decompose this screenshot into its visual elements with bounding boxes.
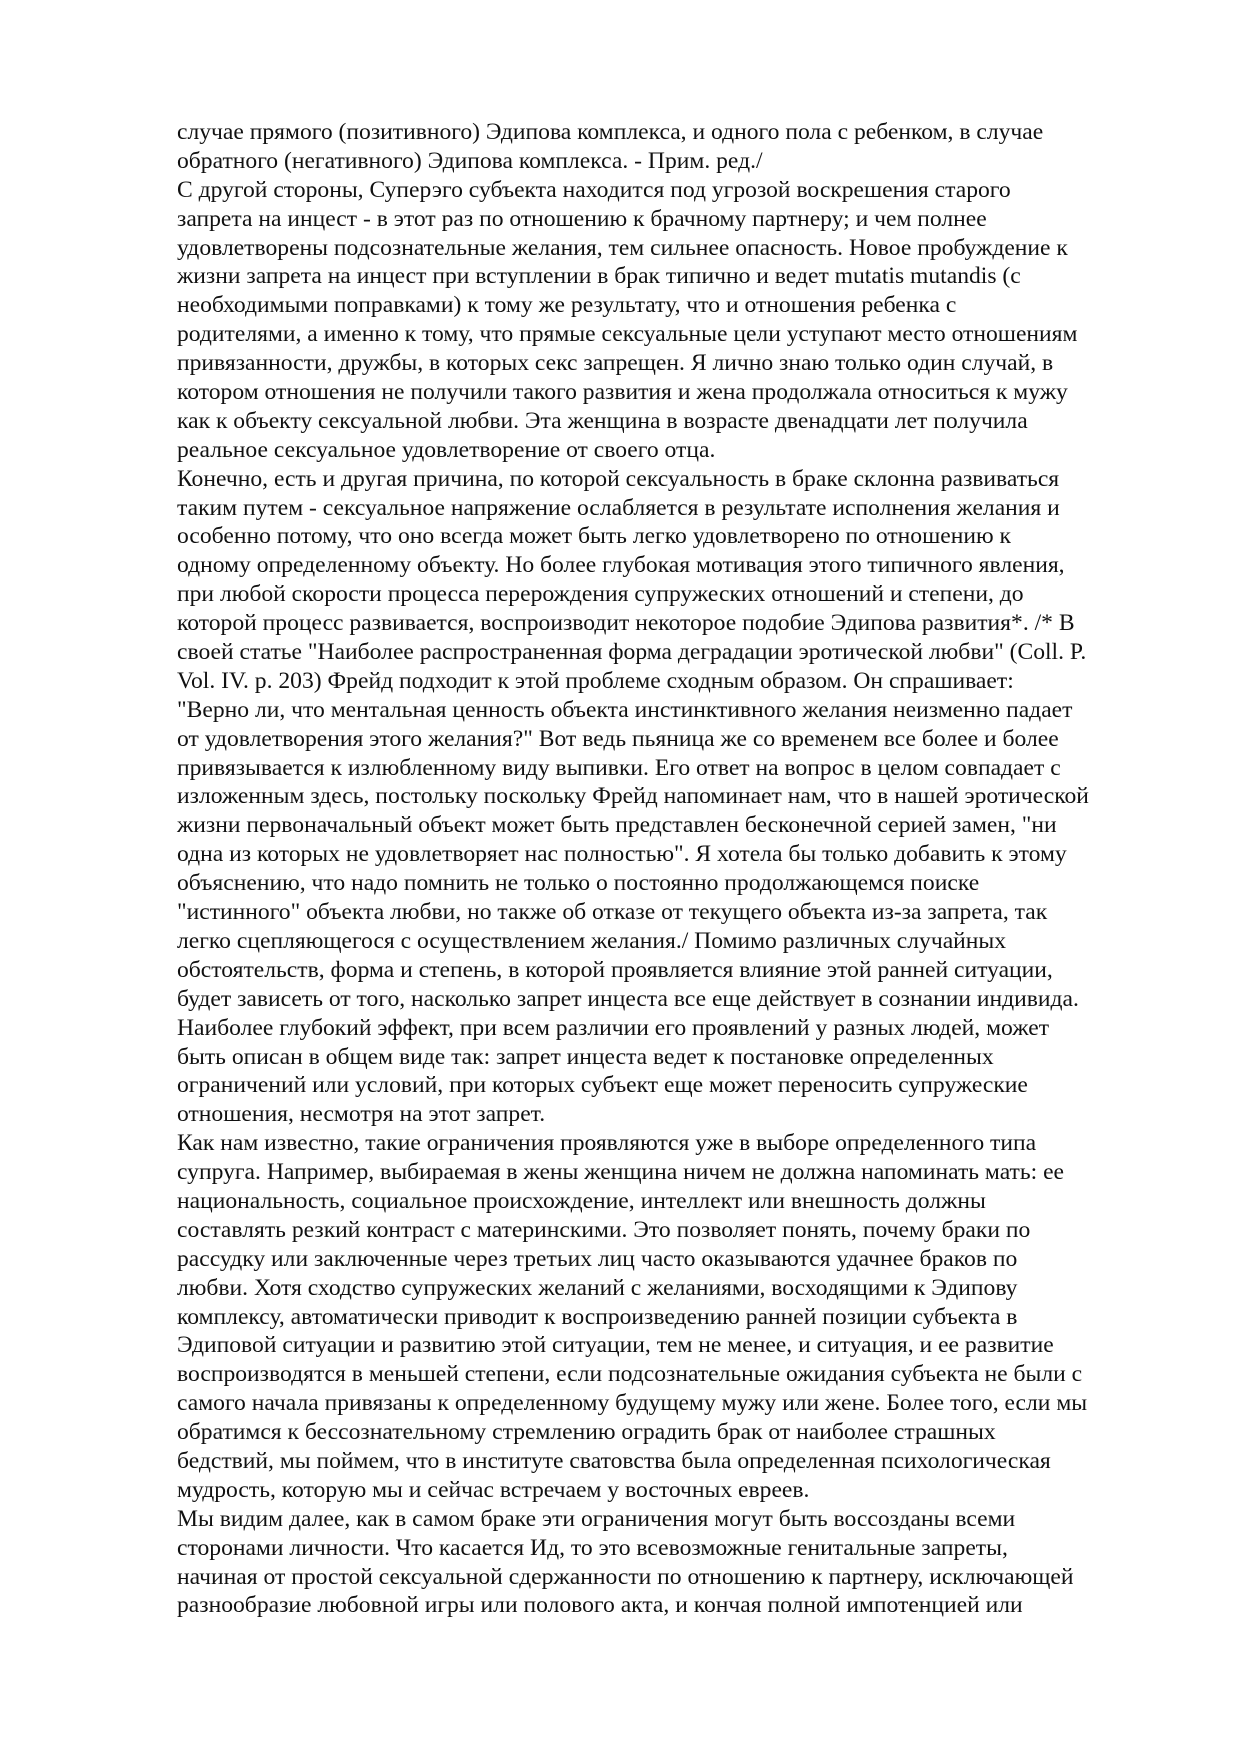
text-line: обстоятельств, форма и степень, в которой проявляется влияние этой ранней ситуации, <box>177 956 1053 983</box>
text-line: одна из которых не удовлетворяет нас полностью". Я хотела бы только добавить к этому <box>177 841 1067 868</box>
text-line: мудрость, которую мы и сейчас встречаем у восточных евреев. <box>177 1476 810 1503</box>
text-line: легко сцепляющегося с осуществлением желания./ Помимо различных случайных <box>177 927 1007 954</box>
text-line: от удовлетворения этого желания?" Вот ведь пьяница же со временем все более и более <box>177 725 1059 752</box>
text-line: супруга. Например, выбираемая в жены женщина ничем не должна напоминать мать: ее <box>177 1159 1065 1186</box>
text-line: жизни первоначальный объект может быть представлен бесконечной серией замен, "ни <box>177 812 1057 839</box>
text-line: запрета на инцест - в этот раз по отношению к брачному партнеру; и чем полнее <box>177 205 987 232</box>
text-line: будет зависеть от того, насколько запрет инцеста все еще действует в сознании индивида. <box>177 985 1079 1012</box>
text-line: национальность, социальное происхождение, интеллект или внешность должны <box>177 1187 986 1214</box>
text-line: необходимыми поправками) к тому же результату, что и отношения ребенка с <box>177 292 957 319</box>
text-line: составлять резкий контраст с материнскими. Это позволяет понять, почему браки по <box>177 1216 1031 1243</box>
text-line: обратимся к бессознательному стремлению оградить брак от наиболее страшных <box>177 1419 996 1446</box>
text-line: разнообразие любовной игры или полового акта, и кончая полной импотенцией или <box>177 1592 1023 1619</box>
body-text <box>177 118 1177 1620</box>
text-line: Как нам известно, такие ограничения проявляются уже в выборе определенного типа <box>177 1130 1037 1157</box>
text-line: комплексу, автоматически приводит к воспроизведению ранней позиции субъекта в <box>177 1303 1018 1330</box>
text-line: быть описан в общем виде так: запрет инцеста ведет к постановке определенных <box>177 1043 994 1070</box>
text-line: "Верно ли, что ментальная ценность объекта инстинктивного желания неизменно падает <box>177 696 1073 723</box>
text-line: "истинного" объекта любви, но также об отказе от текущего объекта из-за запрета, так <box>177 899 1048 926</box>
text-line: своей статье "Наиболее распространенная форма деградации эротической любви" (Coll. P. <box>177 639 1087 666</box>
text-line: жизни запрета на инцест при вступлении в брак типично и ведет mutatis mutandis (с <box>177 263 1021 290</box>
text-line: самого начала привязаны к определенному будущему мужу или жене. Более того, если мы <box>177 1390 1088 1417</box>
text-line: привязывается к излюбленному виду выпивки. Его ответ на вопрос в целом совпадает с <box>177 754 1061 781</box>
text-line: изложенным здесь, постольку поскольку Фрейд напоминает нам, что в нашей эротической <box>177 783 1089 810</box>
text-line: удовлетворены подсознательные желания, тем сильнее опасность. Новое пробуждение к <box>177 234 1068 261</box>
text-line: обратного (негативного) Эдипова комплекса. - Прим. ред./ <box>177 147 763 174</box>
text-line: особенно потому, что оно всегда может быть легко удовлетворено по отношению к <box>177 523 1011 550</box>
text-line: таким путем - сексуальное напряжение ослабляется в результате исполнения желания и <box>177 494 1060 521</box>
text-line: одному определенному объекту. Но более глубокая мотивация этого типичного явления, <box>177 552 1065 579</box>
text-line: Конечно, есть и другая причина, по которой сексуальность в браке склонна развиваться <box>177 465 1060 492</box>
text-line: родителями, а именно к тому, что прямые сексуальные цели уступают место отношениям <box>177 321 1078 348</box>
text-line: бедствий, мы поймем, что в институте сватовства была определенная психологическая <box>177 1447 1051 1474</box>
text-line: отношения, несмотря на этот запрет. <box>177 1101 546 1128</box>
text-line: любви. Хотя сходство супружеских желаний с желаниями, восходящими к Эдипову <box>177 1274 1018 1301</box>
text-line: начиная от простой сексуальной сдержанности по отношению к партнеру, исключающей <box>177 1563 1074 1590</box>
text-line: Vol. IV. p. 203) Фрейд подходит к этой проблеме сходным образом. Он спрашивает: <box>177 667 1014 694</box>
text-line: привязанности, дружбы, в которых секс запрещен. Я лично знаю только один случай, в <box>177 350 1054 377</box>
text-line: которой процесс развивается, воспроизводит некоторое подобие Эдипова развития*. /* В <box>177 610 1075 637</box>
text-line: воспроизводятся в меньшей степени, если подсознательные ожидания субъекта не были с <box>177 1361 1083 1388</box>
text-line: рассудку или заключенные через третьих лиц часто оказываются удачнее браков по <box>177 1245 1018 1272</box>
text-line: объяснению, что надо помнить не только о постоянно продолжающемся поиске <box>177 870 980 897</box>
text-line: как к объекту сексуальной любви. Эта женщина в возрасте двенадцати лет получила <box>177 407 1028 434</box>
text-line: С другой стороны, Суперэго субъекта находится под угрозой воскрешения старого <box>177 176 1011 203</box>
text-line: случае прямого (позитивного) Эдипова комплекса, и одного пола с ребенком, в случае <box>177 119 1044 145</box>
text-line: Мы видим далее, как в самом браке эти ограничения могут быть воссозданы всеми <box>177 1505 1016 1532</box>
text-line: при любой скорости процесса перерождения супружеских отношений и степени, до <box>177 581 1024 608</box>
text-line: Эдиповой ситуации и развитию этой ситуации, тем не менее, и ситуация, и ее развитие <box>177 1332 1054 1359</box>
text-line: котором отношения не получили такого развития и жена продолжала относиться к мужу <box>177 379 1068 406</box>
text-line: ограничений или условий, при которых субъект еще может переносить супружеские <box>177 1072 1028 1099</box>
text-line: Наиболее глубокий эффект, при всем различии его проявлений у разных людей, может <box>177 1014 1049 1041</box>
text-line: сторонами личности. Что касается Ид, то это всевозможные генитальные запреты, <box>177 1534 1008 1561</box>
text-line: реальное сексуальное удовлетворение от своего отца. <box>177 436 716 463</box>
